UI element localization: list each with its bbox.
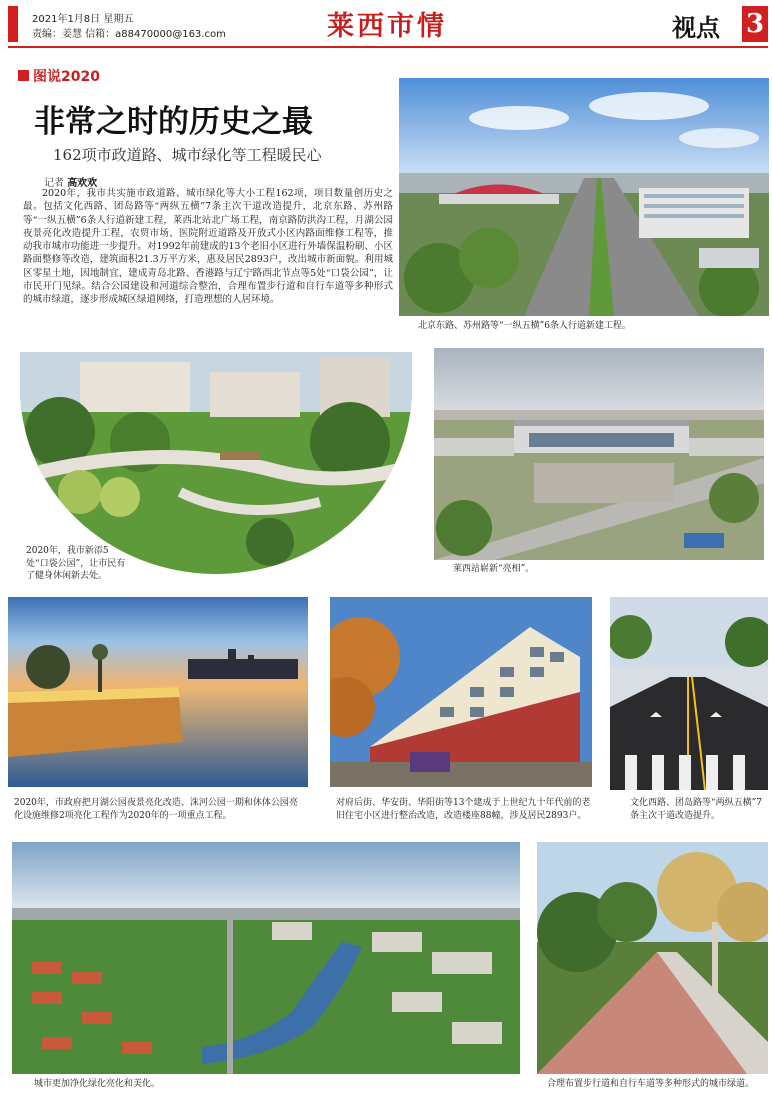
photo-new-street <box>610 597 768 790</box>
subheadline: 162项市政道路、城市绿化等工程暖民心 <box>53 146 322 164</box>
column-tag: 图说2020 <box>33 69 100 85</box>
caption-park: 2020年，我市新添5处“口袋公园”，让市民有了健身休闲新去处。 <box>26 546 126 581</box>
photo-greenway <box>537 842 768 1074</box>
tag-square-icon <box>18 70 29 81</box>
photo-railway-station <box>434 348 764 560</box>
header-red-bar <box>8 6 18 42</box>
page-number: 3 <box>742 6 768 42</box>
photo-pocket-park <box>20 352 412 574</box>
caption-station: 莱西站崭新“亮相”。 <box>453 564 535 574</box>
headline: 非常之时的历史之最 <box>34 104 313 140</box>
byline-name: 高欢欢 <box>67 178 98 189</box>
photo-lake-night <box>8 597 308 787</box>
article-body: 2020年，我市共实施市政道路、城市绿化等大小工程162项，项目数量创历史之最。包括文化西路、团岛路等“两纵五横”7条主次干道改造提升，北京东路、苏州路等“一纵五横”6条人行道新建工程，莱西北站北广场工程，南京路防洪沟工程，月湖公园夜景亮化改造提升工程，农贸市场、医院附近道路及开放式小区内路面维修工程等，推动我市城市功能进一步提升。对1992年前建成的13个老旧小区进行外墙保温粉刷、小区路面整修等改造，建筑面积21.3万平方米，惠及居民2893户，改出城市新面貌。利用城区零星土地，因地制宜，建成青岛北路、香港路与辽宁路西北节点等5处“口袋公园”，让市民开门见绿。结合公园建设和河道综合整治，合理布置步行道和自行车道等多种形式的城市绿道，逐步形成城区绿道网络，打造理想的人居环境。 <box>23 188 393 306</box>
photo-city-aerial <box>12 842 520 1074</box>
editor-contact: 责编：姜慧 信箱：a88470000@163.com <box>32 29 226 40</box>
byline-label: 记者 <box>44 178 64 189</box>
caption-lake: 2020年，市政府把月湖公园夜景亮化改造、洙河公园一期和休体公园亮化设施维修2项亮化工程作为2020年的一项重点工程。 <box>14 798 298 821</box>
masthead-logo: 莱西市情 <box>327 11 447 42</box>
header-divider <box>8 46 768 48</box>
issue-date: 2021年1月8日 星期五 <box>32 14 134 25</box>
caption-road: 北京东路、苏州路等“一纵五横”6条人行道新建工程。 <box>418 321 631 331</box>
caption-building: 对府后街、华安街、华阳街等13个建成于上世纪九十年代前的老旧住宅小区进行整治改造，改造楼座88幢，涉及居民2893户。 <box>336 798 591 821</box>
photo-renovated-building <box>330 597 592 787</box>
photo-road-aerial <box>399 78 769 316</box>
caption-street: 文化西路、团岛路等“两纵五横”7条主次干道改造提升。 <box>630 798 762 821</box>
caption-aerial: 城市更加净化绿化亮化和美化。 <box>34 1079 161 1089</box>
section-title: 视点 <box>672 14 720 42</box>
caption-greenway: 合理布置步行道和自行车道等多种形式的城市绿道。 <box>547 1079 755 1089</box>
